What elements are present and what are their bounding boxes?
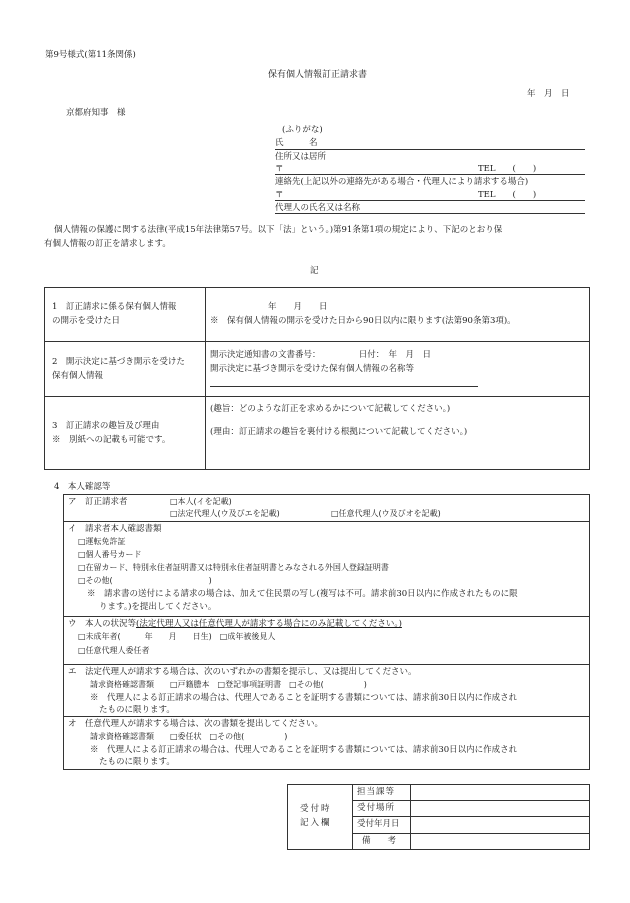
- i-title: イ 請求者本人確認書類: [68, 524, 162, 534]
- identity-sep-3: [63, 664, 590, 665]
- row2-doc-number: 開示決定通知書の文書番号： 日付： 年 月 日: [210, 350, 432, 360]
- contact-label: 連絡先(上記以外の連絡先がある場合・代理人により請求する場合): [275, 177, 529, 187]
- reception-row-sep-1: [352, 800, 590, 801]
- reception-row-place: 受付場所: [357, 803, 396, 813]
- i-note-2: ります。)を提出してください。: [99, 602, 217, 612]
- reception-row-sep-2: [352, 816, 590, 817]
- reception-row-date: 受付年月日: [357, 819, 400, 829]
- row2-label-2: 保有個人情報: [52, 371, 104, 381]
- u-title-underlined: (法定代理人又は任意代理人が請求する場合にのみ記載してください。): [136, 619, 402, 629]
- intro-text-2: 有個人情報の訂正を請求します。: [44, 239, 171, 249]
- i-opt-license[interactable]: □運転免許証: [78, 537, 126, 546]
- row2-info-name: 開示決定に基づき開示を受けた保有個人情報の名称等: [210, 364, 415, 374]
- identity-sep-1: [63, 521, 590, 522]
- e-docs[interactable]: 請求資格確認書類 □戸籍謄本 □登記事項証明書 □その他( ): [90, 680, 367, 689]
- addressee: 京都府知事 様: [66, 108, 126, 118]
- identity-sep-4: [63, 716, 590, 717]
- row1-label-1: 1 訂正請求に係る保有個人情報: [52, 302, 177, 312]
- section4-heading: 4 本人確認等: [54, 482, 111, 492]
- intro-text-1: 個人情報の保護に関する法律(平成15年法律第57号。以下「法」という。)第91条第1項の規定により、下記のとおり保: [54, 225, 503, 235]
- address-line: [275, 174, 585, 175]
- reception-row-dept: 担当課等: [357, 787, 396, 797]
- i-note-1: ※ 請求書の送付による請求の場合は、加えて住民票の写し(複写は不可。請求前30日以内に作成されたものに限: [87, 589, 518, 599]
- identity-sep-2: [63, 616, 590, 617]
- ki-heading: 記: [310, 266, 319, 276]
- a-opt-self[interactable]: □本人(イを記載): [170, 497, 232, 506]
- reception-table: [287, 784, 590, 850]
- postal-mark-2: 〒: [275, 190, 284, 200]
- o-title: オ 任意代理人が請求する場合は、次の書類を提出してください。: [68, 719, 324, 729]
- row3-label-2: ※ 別紙への記載も可能です。: [52, 435, 171, 445]
- table-divider: [205, 287, 206, 470]
- row3-purpose: (趣旨：どのような訂正を求めるかについて記載してください。): [210, 404, 451, 414]
- o-note-1: ※ 代理人による訂正請求の場合は、代理人であることを証明する書類については、請求前30日以内に作成され: [90, 745, 518, 755]
- agent-line: [275, 213, 585, 214]
- i-opt-residence-card[interactable]: □在留カード、特別永住者証明書又は特別永住者証明書とみなされる外国人登録証明書: [78, 563, 389, 572]
- a-label: ア 訂正請求者: [68, 497, 128, 507]
- reception-row-remarks: 備 考: [362, 836, 397, 846]
- a-opt-legal-agent[interactable]: □法定代理人(ウ及びエを記載): [170, 509, 280, 518]
- o-note-2: たものに限ります。: [99, 757, 175, 767]
- e-title: エ 法定代理人が請求する場合は、次のいずれかの書類を提示し、又は提出してください。: [68, 667, 417, 677]
- u-opt-voluntary-principal[interactable]: □任意代理人委任者: [78, 646, 150, 655]
- row2-fill-line: [210, 386, 478, 387]
- u-opt-minor[interactable]: □未成年者( 年 月 日生) □成年被後見人: [78, 632, 276, 641]
- table-row-sep-1: [44, 341, 590, 342]
- reception-left-2: 記入欄: [300, 818, 332, 828]
- postal-mark: 〒: [275, 164, 284, 174]
- furigana-label: (ふりがな): [282, 125, 323, 135]
- u-title-text: ウ 本人の状況等: [68, 619, 137, 629]
- name-label: 氏 名: [275, 138, 318, 148]
- row1-label-2: の開示を受けた日: [52, 316, 121, 326]
- tel-label-2: TEL ( ): [478, 190, 537, 200]
- row3-label-1: 3 訂正請求の趣旨及び理由: [52, 421, 160, 431]
- row3-reason: (理由：訂正請求の趣旨を裏付ける根拠について記載してください。): [210, 427, 468, 437]
- row2-label-1: 2 開示決定に基づき開示を受けた: [52, 357, 185, 367]
- table-row-sep-2: [44, 396, 590, 397]
- page-title: 保有個人情報訂正請求書: [268, 70, 368, 80]
- reception-left-1: 受付時: [300, 804, 332, 814]
- agent-name-label: 代理人の氏名又は名称: [275, 203, 361, 213]
- contact-line: [275, 200, 585, 201]
- a-opt-voluntary-agent[interactable]: □任意代理人(ウ及びオを記載): [331, 509, 441, 518]
- date-line: 年 月 日: [527, 89, 570, 99]
- reception-row-sep-3: [352, 833, 590, 834]
- name-line: [275, 149, 585, 150]
- reception-divider-2: [410, 784, 411, 850]
- address-label: 住所又は居所: [275, 152, 327, 162]
- o-docs[interactable]: 請求資格確認書類 □委任状 □その他( ): [90, 732, 288, 741]
- e-note-2: たものに限ります。: [99, 705, 175, 715]
- row1-note: ※ 保有個人情報の開示を受けた日から90日以内に限ります(法第90条第3項)。: [210, 316, 516, 326]
- tel-label: TEL ( ): [478, 164, 537, 174]
- i-opt-other[interactable]: □その他( ): [78, 576, 212, 585]
- e-note-1: ※ 代理人による訂正請求の場合は、代理人であることを証明する書類については、請求前30日以内に作成され: [90, 693, 518, 703]
- row1-date: 年 月 日: [268, 302, 328, 312]
- reception-divider-1: [352, 784, 353, 850]
- i-opt-mynumber[interactable]: □個人番号カード: [78, 550, 142, 559]
- form-number: 第9号様式(第11条関係): [45, 50, 136, 60]
- u-title: [68, 619, 402, 630]
